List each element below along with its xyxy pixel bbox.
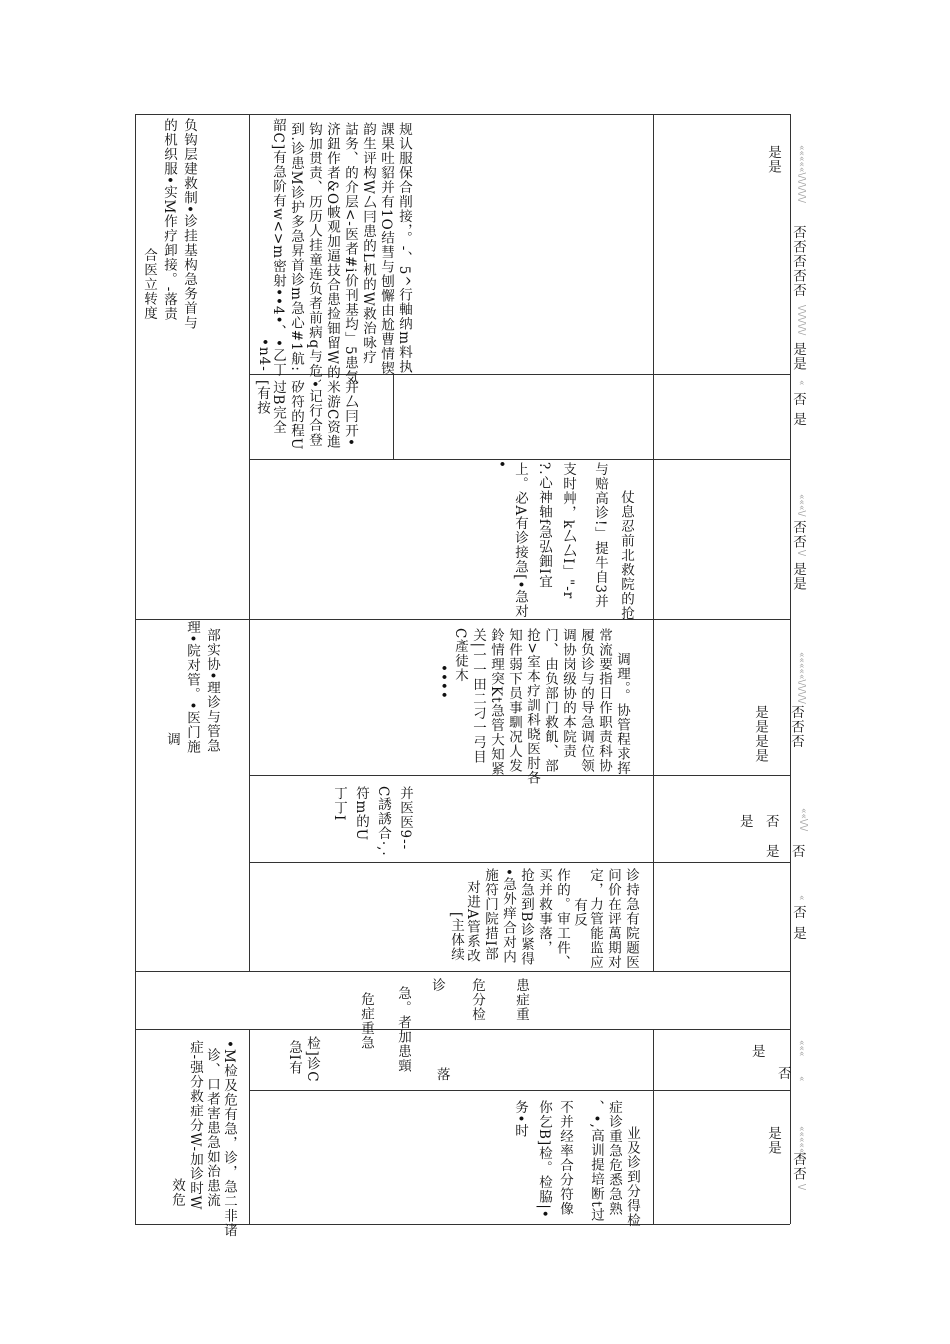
content-line: 常流要指日作职责科协 xyxy=(596,628,612,773)
content-line: 不并经率合分符像 xyxy=(557,1100,573,1216)
content-line: 济鈕作者&O帔观加逼技合患捡钿留W的 xyxy=(324,122,340,380)
choice-no: 否否 xyxy=(790,520,806,549)
content-line: 課果吐貂并有1O结彗与刨懈由尬曹情锲 xyxy=(378,122,394,376)
content-line: 并医医9-- xyxy=(397,786,413,851)
content-line: 到.诊患M诊护多急昇首诊m急心#1航: xyxy=(288,122,304,372)
content-line: ?.心神轴f急弘鈿I宜 xyxy=(536,462,552,590)
choice-no: 否 xyxy=(766,814,780,830)
category-line: 的机织服•实M作疗卸接。-落责 xyxy=(161,118,177,322)
content-line: 有反 xyxy=(571,898,587,927)
content-line: 务•时 xyxy=(512,1100,528,1138)
section-divider xyxy=(135,1029,790,1030)
column-divider xyxy=(249,114,250,971)
choice-yes: 是 xyxy=(740,814,754,830)
content-line: 症诊重急危悉急熟 xyxy=(606,1100,622,1216)
choice-separator: «««\/ xyxy=(796,494,806,517)
choice-yes: 是是 xyxy=(790,562,806,591)
heading-column: 危分检 xyxy=(469,978,485,1022)
row-divider xyxy=(249,459,790,460)
content-line: 钩加贯责、历历人挂童连负者前病q与危` xyxy=(306,122,322,386)
column-divider xyxy=(249,1029,250,1224)
choice-separator: ««\/\/ xyxy=(798,808,808,832)
content-line: 诊持急有院题医 xyxy=(623,868,639,970)
content-line: 作的。审工件、 xyxy=(554,868,570,970)
content-line: 上。必A有诊接急[•急对 xyxy=(512,462,528,619)
content-line: • xyxy=(493,460,509,469)
choice-yes: 是 xyxy=(752,1044,766,1060)
choice-separator: «««««\/\/\/\/\/ xyxy=(796,145,806,203)
content-line: •••• xyxy=(435,664,451,700)
content-line: 支时艸，k厶厶I」"-r xyxy=(560,462,576,600)
column-divider xyxy=(653,114,654,971)
category-line: 症-强分救症分W-加诊时W xyxy=(187,1040,203,1211)
choice-separator: \/\/\/\/\/ xyxy=(796,305,806,336)
content-line: C產徒木 xyxy=(452,628,468,683)
content-line: C誘誘合·,· xyxy=(375,786,391,857)
content-line: 过B完全 xyxy=(270,380,286,435)
content-line: 鈴情理突Kt急管大知紧 xyxy=(488,628,504,777)
content-fragment: 落 xyxy=(437,1067,451,1083)
heading-column: 患症重 xyxy=(513,978,529,1022)
content-line: 规认服保合削接，。-、5^行軸纳m料执 xyxy=(396,122,412,375)
content-line: [主体续 xyxy=(448,912,464,962)
choice-separator: \/ xyxy=(796,550,806,557)
table-border-top xyxy=(135,114,790,115)
choice-separator: \/ xyxy=(796,1184,806,1191)
content-line: 矽符的程U xyxy=(288,380,304,451)
choice-no: 否否否 xyxy=(788,705,804,749)
content-line: 调理。。协管程求挥 xyxy=(614,652,630,776)
heading-column: 诊 xyxy=(429,978,445,993)
content-line: 施符门院措I部 xyxy=(482,868,498,962)
content-line: 并厶冃开• xyxy=(342,380,358,447)
choice-separator: ««« xyxy=(796,1040,806,1057)
heading-column: 急。者加患頸 xyxy=(395,986,411,1073)
content-line: 业及诊到分得检 xyxy=(624,1126,640,1228)
content-line: 你乞B]检。检脇|• xyxy=(536,1100,552,1219)
content-line: 符m的U xyxy=(353,786,369,842)
category-line: 诊、口者害患急如治患流 xyxy=(204,1048,220,1208)
choice-separator: «««««\/\/\/\/ xyxy=(796,652,806,704)
category-line: 合医立转度 xyxy=(141,248,157,321)
heading-column: 危症重急 xyxy=(358,992,374,1050)
content-line: 抢>室本疗訓科晓医肘各 xyxy=(524,628,540,786)
choice-separator: « xyxy=(796,1076,806,1082)
content-line: •急外痒合对内 xyxy=(500,868,516,964)
category-line: 理•院对管。•医门施 xyxy=(184,620,200,754)
content-line: •n4- xyxy=(256,338,272,372)
choice-yes: 是 xyxy=(766,844,780,860)
choice-no: 否否否否否 xyxy=(790,225,806,298)
column-divider xyxy=(653,1029,654,1224)
choice-no: 否 xyxy=(792,844,806,860)
content-line: 詁务、的介层<-医者#i价刊基均」5患気 xyxy=(342,122,358,385)
content-line: 调协岗级协的本院责 xyxy=(560,628,576,759)
content-line: 仗息忍前北救院的抢 xyxy=(618,490,634,621)
content-line: 门、由负部门救飢、部 xyxy=(542,628,558,773)
choice-no: 否否 xyxy=(790,1152,806,1181)
column-divider-partial xyxy=(393,374,394,459)
section-divider xyxy=(135,619,790,620)
choice-yes: 是 xyxy=(790,412,806,427)
choice-yes: 是 xyxy=(790,926,806,941)
category-line: 部实协•理诊与管急 xyxy=(204,628,220,753)
choice-yes: 是是是是 xyxy=(752,705,768,763)
category-line: 调 xyxy=(164,732,180,747)
content-line: 知件弱下员事馴况人发 xyxy=(506,628,522,773)
choice-yes: 是是 xyxy=(765,145,781,174)
choice-separator: « xyxy=(796,380,806,386)
content-line: 定，力管能监应 xyxy=(587,868,603,970)
section-divider xyxy=(135,971,790,972)
content-line: •记行合登 xyxy=(306,380,322,447)
content-line: 对进A管系改 xyxy=(464,880,480,964)
choice-no: 否 xyxy=(778,1066,792,1082)
row-divider xyxy=(249,1090,790,1091)
row-divider xyxy=(249,775,790,776)
content-line: 抢急到B诊紧得 xyxy=(518,868,534,966)
content-line: 关|一一田二刁一弓目 xyxy=(470,628,486,765)
content-line: 检]诊C xyxy=(304,1036,320,1083)
content-line: 买并救事落， xyxy=(536,868,552,955)
content-line: 问价在评萬期对 xyxy=(605,868,621,970)
content-line: 韶C]有急阶有w<>m密射••4•、•乙丁 xyxy=(270,118,286,378)
row-divider xyxy=(249,862,790,863)
content-line: 与赔高诊!」提牛自3并 xyxy=(592,462,608,609)
content-line: [有按 xyxy=(254,380,270,416)
content-line: 履负诊与的导急调位领 xyxy=(578,628,594,773)
table-border-left xyxy=(135,114,136,1224)
category-line: 效危 xyxy=(169,1178,185,1207)
choice-yes: 是是 xyxy=(765,1126,781,1155)
choice-separator: « xyxy=(796,895,806,901)
content-line: 急I有 xyxy=(286,1040,302,1076)
choice-separator: «««««\/ xyxy=(796,1126,806,1160)
choice-no: 否 xyxy=(790,905,806,920)
category-line: •M检及危有急，诊，急二非诸 xyxy=(221,1040,237,1238)
content-line: 米游C资進 xyxy=(324,380,340,450)
category-line: 负钩层建救制•诊挂基构急务首与 xyxy=(181,118,197,330)
content-line: 丁丁I xyxy=(331,786,347,822)
content-line: 、•,高训提培断t过 xyxy=(588,1100,604,1223)
choice-no: 否 xyxy=(790,392,806,407)
content-line: 韵生评构W厶冃患的L机的W救治咏疗 xyxy=(360,122,376,365)
choice-yes: 是是 xyxy=(790,342,806,371)
